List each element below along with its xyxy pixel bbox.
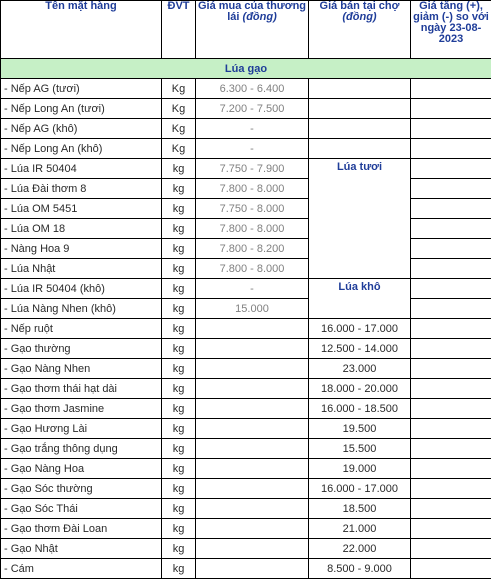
sell-price xyxy=(309,79,411,99)
item-name: - Gạo thơm thái hạt dài xyxy=(1,379,162,399)
item-unit: kg xyxy=(162,239,196,259)
buy-price: 7.800 - 8.200 xyxy=(196,239,309,259)
item-name: - Gạo thơm Jasmine xyxy=(1,399,162,419)
table-row xyxy=(1,379,491,399)
item-unit: kg xyxy=(162,319,196,339)
section-title: Lúa gạo xyxy=(1,59,491,79)
buy-price: 15.000 xyxy=(196,299,309,319)
table-row xyxy=(1,119,491,139)
item-name: - Lúa IR 50404 xyxy=(1,159,162,179)
buy-price: - xyxy=(196,279,309,299)
item-name: - Gạo Sóc Thái xyxy=(1,499,162,519)
item-name: - Gạo Nhật xyxy=(1,539,162,559)
item-name: - Lúa Đài thơm 8 xyxy=(1,179,162,199)
price-change xyxy=(411,79,491,99)
table-row xyxy=(1,159,491,179)
item-unit: kg xyxy=(162,439,196,459)
table-row xyxy=(1,259,491,279)
item-unit: kg xyxy=(162,379,196,399)
table-row xyxy=(1,199,491,219)
price-change xyxy=(411,539,491,559)
table-row xyxy=(1,339,491,359)
item-unit: kg xyxy=(162,519,196,539)
item-name: - Nếp ruột xyxy=(1,319,162,339)
price-change xyxy=(411,139,491,159)
buy-price xyxy=(196,539,309,559)
price-change xyxy=(411,159,491,179)
item-name: - Gạo Nàng Nhen xyxy=(1,359,162,379)
sell-price: 19.000 xyxy=(309,459,411,479)
buy-price xyxy=(196,479,309,499)
price-change xyxy=(411,459,491,479)
price-change xyxy=(411,479,491,499)
price-change xyxy=(411,379,491,399)
table-row xyxy=(1,399,491,419)
buy-price: - xyxy=(196,119,309,139)
price-change xyxy=(411,279,491,299)
price-change xyxy=(411,239,491,259)
item-unit: Kg xyxy=(162,119,196,139)
price-change xyxy=(411,219,491,239)
table-row xyxy=(1,319,491,339)
buy-price xyxy=(196,339,309,359)
buy-price xyxy=(196,419,309,439)
sell-price: 16.000 - 17.000 xyxy=(309,319,411,339)
header-buy-price: Giá mua của thương lái (đồng) xyxy=(196,1,309,59)
item-name: - Lúa Nàng Nhen (khô) xyxy=(1,299,162,319)
price-change xyxy=(411,499,491,519)
table-row xyxy=(1,99,491,119)
item-name: - Nếp Long An (khô) xyxy=(1,139,162,159)
table-row xyxy=(1,279,491,299)
item-name: - Nếp AG (khô) xyxy=(1,119,162,139)
buy-price xyxy=(196,359,309,379)
item-unit: Kg xyxy=(162,139,196,159)
item-unit: kg xyxy=(162,179,196,199)
item-unit: kg xyxy=(162,259,196,279)
buy-price xyxy=(196,459,309,479)
table-row xyxy=(1,179,491,199)
table-row xyxy=(1,479,491,499)
sell-price xyxy=(309,99,411,119)
table-row xyxy=(1,79,491,99)
price-change xyxy=(411,439,491,459)
table-row xyxy=(1,359,491,379)
item-unit: kg xyxy=(162,459,196,479)
buy-price xyxy=(196,499,309,519)
price-change xyxy=(411,299,491,319)
sell-price: 22.000 xyxy=(309,539,411,559)
buy-price: 7.800 - 8.000 xyxy=(196,219,309,239)
table-row xyxy=(1,299,491,319)
buy-price: 7.750 - 8.000 xyxy=(196,199,309,219)
buy-price xyxy=(196,519,309,539)
price-change xyxy=(411,259,491,279)
item-name: - Lúa IR 50404 (khô) xyxy=(1,279,162,299)
item-unit: kg xyxy=(162,479,196,499)
price-change xyxy=(411,559,491,579)
table-header-row xyxy=(1,1,491,59)
table-row xyxy=(1,559,491,579)
sell-price: 16.000 - 17.000 xyxy=(309,479,411,499)
buy-price: 7.800 - 8.000 xyxy=(196,259,309,279)
table-row xyxy=(1,239,491,259)
item-unit: kg xyxy=(162,279,196,299)
table-row xyxy=(1,459,491,479)
buy-price: 7.800 - 8.000 xyxy=(196,179,309,199)
price-change xyxy=(411,399,491,419)
sell-price: 18.000 - 20.000 xyxy=(309,379,411,399)
item-name: - Gạo Hương Lài xyxy=(1,419,162,439)
header-price-change: Giá tăng (+), giảm (-) so với ngày 23-08-2023 xyxy=(411,1,491,59)
table-row xyxy=(1,419,491,439)
item-unit: Kg xyxy=(162,79,196,99)
price-change xyxy=(411,519,491,539)
table-row xyxy=(1,539,491,559)
section-row xyxy=(1,59,491,79)
table-row xyxy=(1,519,491,539)
item-name: - Gạo thường xyxy=(1,339,162,359)
sell-price: 19.500 xyxy=(309,419,411,439)
header-sell-price: Giá bán tại chợ (đồng) xyxy=(309,1,411,59)
price-change xyxy=(411,179,491,199)
sell-price xyxy=(309,119,411,139)
item-name: - Gạo Sóc thường xyxy=(1,479,162,499)
sell-price: 18.500 xyxy=(309,499,411,519)
price-change xyxy=(411,199,491,219)
item-unit: kg xyxy=(162,159,196,179)
item-name: - Lúa Nhật xyxy=(1,259,162,279)
table-row xyxy=(1,499,491,519)
item-name: - Nàng Hoa 9 xyxy=(1,239,162,259)
buy-price xyxy=(196,399,309,419)
item-name: - Nếp AG (tươi) xyxy=(1,79,162,99)
buy-price xyxy=(196,379,309,399)
price-change xyxy=(411,99,491,119)
item-name: - Gạo Nàng Hoa xyxy=(1,459,162,479)
sell-price xyxy=(309,139,411,159)
table-row xyxy=(1,439,491,459)
buy-price xyxy=(196,319,309,339)
item-unit: kg xyxy=(162,299,196,319)
sell-price: 21.000 xyxy=(309,519,411,539)
group-label-fresh-paddy: Lúa tươi xyxy=(309,159,411,279)
buy-price xyxy=(196,559,309,579)
item-name: - Nếp Long An (tươi) xyxy=(1,99,162,119)
buy-price: - xyxy=(196,139,309,159)
item-unit: Kg xyxy=(162,99,196,119)
price-change xyxy=(411,339,491,359)
sell-price: 15.500 xyxy=(309,439,411,459)
item-name: - Gạo thơm Đài Loan xyxy=(1,519,162,539)
sell-price: 12.500 - 14.000 xyxy=(309,339,411,359)
header-unit: ĐVT xyxy=(162,1,196,59)
buy-price: 6.300 - 6.400 xyxy=(196,79,309,99)
buy-price: 7.750 - 7.900 xyxy=(196,159,309,179)
sell-price: 23.000 xyxy=(309,359,411,379)
price-change xyxy=(411,119,491,139)
item-unit: kg xyxy=(162,339,196,359)
item-unit: kg xyxy=(162,399,196,419)
buy-price: 7.200 - 7.500 xyxy=(196,99,309,119)
item-unit: kg xyxy=(162,359,196,379)
group-label-dry-paddy: Lúa khô xyxy=(309,279,411,319)
sell-price: 16.000 - 18.500 xyxy=(309,399,411,419)
item-name: - Lúa OM 5451 xyxy=(1,199,162,219)
item-name: - Cám xyxy=(1,559,162,579)
sell-price: 8.500 - 9.000 xyxy=(309,559,411,579)
buy-price xyxy=(196,439,309,459)
price-change xyxy=(411,319,491,339)
table-row xyxy=(1,219,491,239)
table-row xyxy=(1,139,491,159)
item-name: - Lúa OM 18 xyxy=(1,219,162,239)
item-unit: kg xyxy=(162,219,196,239)
item-unit: kg xyxy=(162,199,196,219)
item-unit: kg xyxy=(162,559,196,579)
item-name: - Gạo trắng thông dụng xyxy=(1,439,162,459)
header-item-name: Tên mặt hàng xyxy=(1,1,162,59)
price-change xyxy=(411,359,491,379)
item-unit: kg xyxy=(162,419,196,439)
price-change xyxy=(411,419,491,439)
item-unit: kg xyxy=(162,499,196,519)
item-unit: kg xyxy=(162,539,196,559)
